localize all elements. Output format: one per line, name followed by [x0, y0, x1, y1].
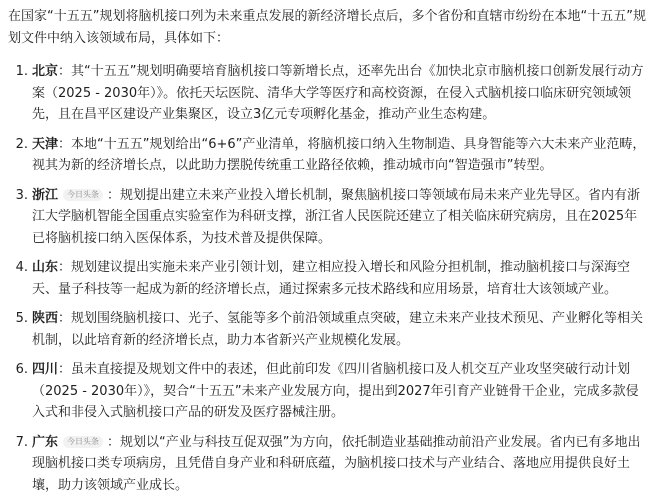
list-item-4: [8, 257, 649, 300]
separator: ：: [107, 435, 120, 450]
item-number: 4.: [8, 257, 32, 300]
item-number: 7.: [8, 432, 32, 496]
item-text: 本地“十五五”规划给出“6+6”产业清单，将脑机接口纳入生物制造、具身智能等六大未来产业范畴，视其为新的经济增长点，以此助力摆脱传统重工业路径依赖，推动城市向“智造强市”转型。: [32, 137, 645, 174]
region-name: 北京: [32, 64, 58, 79]
item-text: 其“十五五”规划明确要培育脑机接口等新增长点，还率先出台《加快北京市脑机接口创新发展行动方案（2025 - 2030年）》。依托天坛医院、清华大学等医疗和高校资源，在侵入式脑机接口临床研究领域领先，且在昌平区建设产业集聚区，设立3亿元专项孵化基金，推动产业生态构建。: [32, 64, 644, 122]
separator: ：: [58, 64, 71, 79]
separator: ：: [58, 311, 71, 326]
list-item-2: [8, 134, 649, 177]
intro-paragraph: 在国家“十五五”规划将脑机接口列为未来重点发展的新经济增长点后，多个省份和直辖市纷纷在本地“十五五”规划文件中纳入该领域布局，具体如下：: [8, 6, 649, 49]
item-body: [32, 134, 649, 177]
separator: ：: [58, 362, 71, 377]
item-text: 规划提出建立未来产业投入增长机制，聚焦脑机接口等领域布局未来产业先导区。省内有浙江大学脑机智能全国重点实验室作为科研支撑，浙江省人民医院还建立了相关临床研究病房，且在2025年已将脑机接口纳入医保体系，为技术普及提供保障。: [32, 188, 640, 246]
region-name: 四川: [32, 362, 58, 377]
list-item-3: [8, 185, 649, 250]
region-name: 陕西: [32, 311, 58, 326]
item-text: 规划建议提出实施未来产业引领计划，建立相应投入增长和风险分担机制，推动脑机接口与深海空天、量子科技等一起成为新的经济增长点，通过探索多元技术路线和应用场景，培育壮大该领域产业。: [32, 260, 630, 297]
item-body: [32, 432, 649, 496]
item-number: 5.: [8, 308, 32, 351]
item-number: 2.: [8, 134, 32, 177]
item-number: 3.: [8, 185, 32, 250]
item-body: [32, 257, 649, 300]
separator: ：: [107, 188, 120, 203]
item-body: [32, 308, 649, 351]
list-item-5: [8, 308, 649, 351]
item-body: [32, 61, 649, 126]
region-name: 天津: [32, 137, 58, 152]
province-list: [8, 61, 649, 496]
separator: ：: [58, 260, 71, 275]
item-body: [32, 185, 649, 250]
region-name: 广东: [32, 435, 58, 450]
item-text: 规划围绕脑机接口、光子、氢能等多个前沿领域重点突破，建立未来产业技术预见、产业孵化等相关机制，以此培育新的经济增长点，助力本省新兴产业规模化发展。: [32, 311, 643, 348]
source-tag[interactable]: 今日头条: [63, 436, 103, 448]
list-item-7: [8, 432, 649, 496]
source-tag[interactable]: 今日头条: [63, 189, 103, 201]
item-text: 规划以“产业与科技互促双强”为方向，依托制造业基础推动前沿产业发展。省内已有多地出现脑机接口类专项病房，且凭借自身产业和科研底蕴，为脑机接口技术与产业结合、落地应用提供良好土壤，助力该领域产业成长。: [32, 435, 641, 493]
item-body: [32, 359, 649, 424]
separator: ：: [58, 137, 71, 152]
item-number: 1.: [8, 61, 32, 126]
item-number: 6.: [8, 359, 32, 424]
list-item-6: [8, 359, 649, 424]
region-name: 浙江: [32, 188, 58, 203]
region-name: 山东: [32, 260, 58, 275]
list-item-1: [8, 61, 649, 126]
item-text: 虽未直接提及规划文件中的表述，但此前印发《四川省脑机接口及人机交互产业攻坚突破行动计划（2025 - 2030年）》，契合“十五五”未来产业发展方向，提出到2027年引育产业链骨干企业，完成多款侵入式和非侵入式脑机接口产品的研发及医疗器械注册。: [32, 362, 639, 420]
